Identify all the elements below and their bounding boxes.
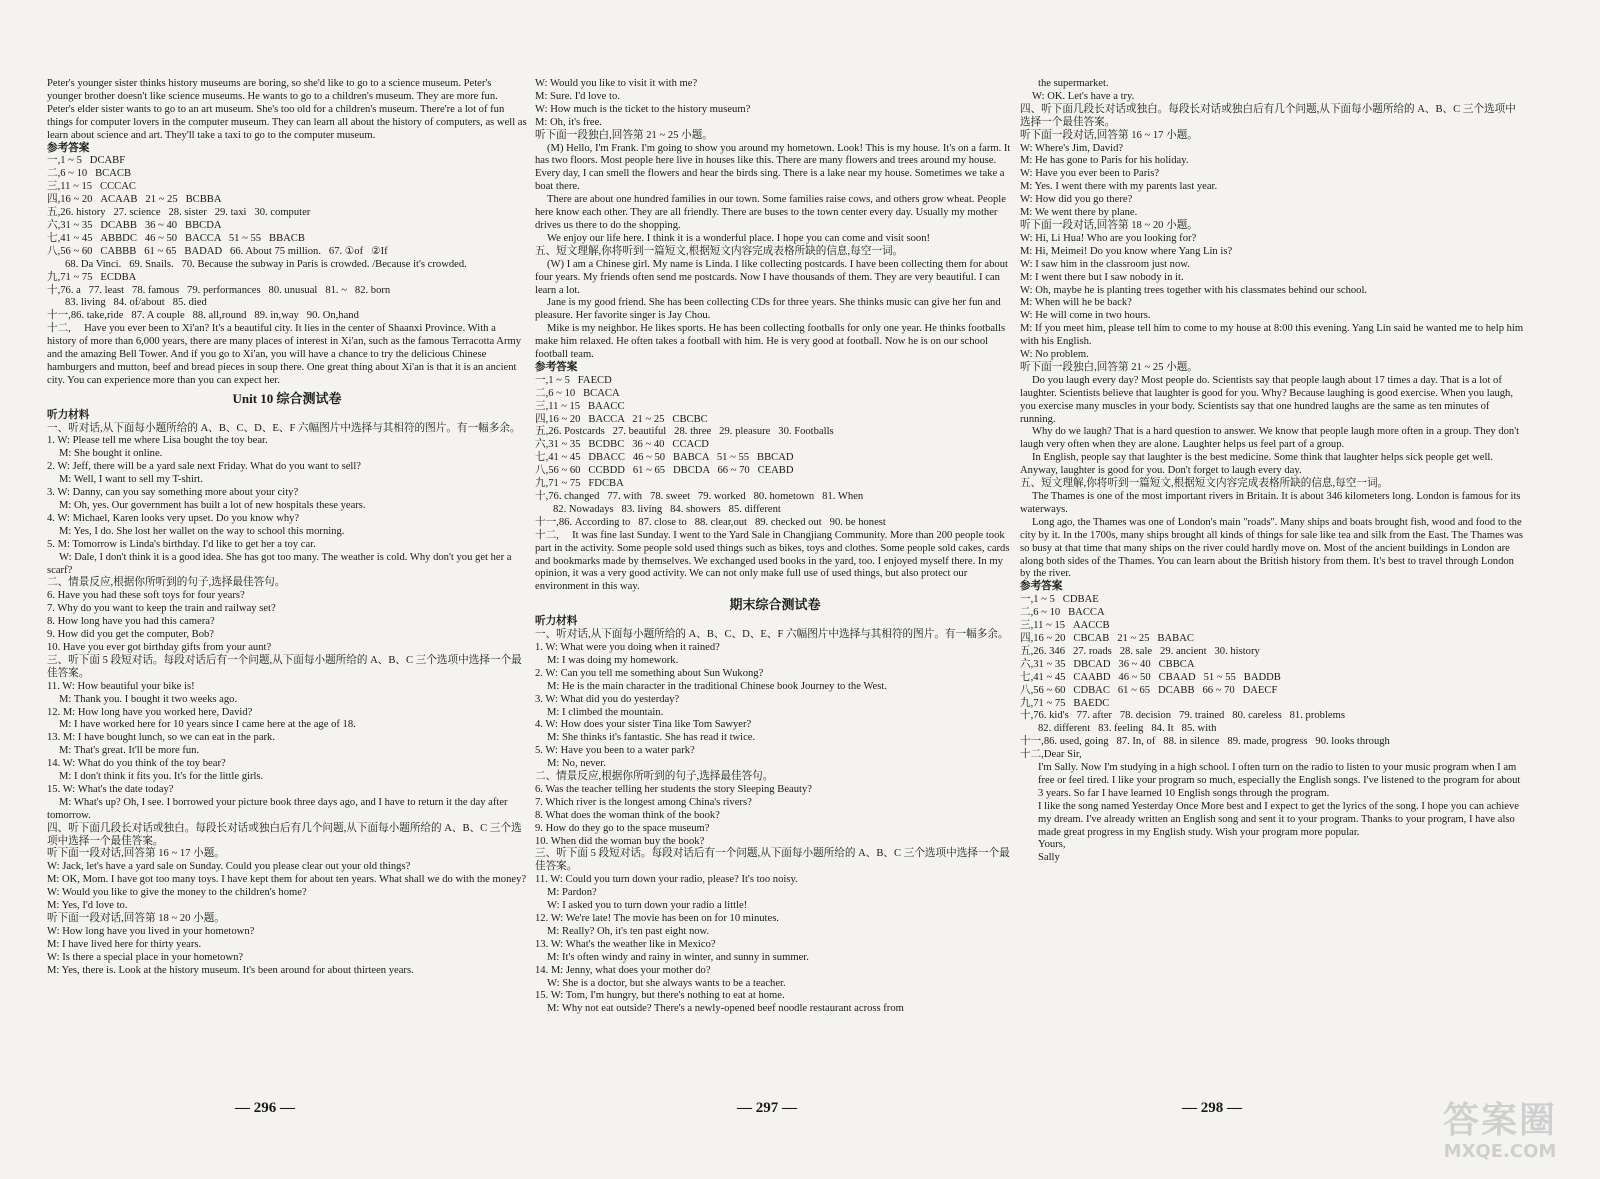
text-line: 三,11 ~ 15 CCCAC (47, 181, 136, 193)
text-line: M: Oh, yes. Our government has built a lot of new hospitals these years. (59, 500, 366, 511)
text-line: 8. How long have you had this camera? (47, 616, 215, 628)
text-line: M: Oh, it's free. (535, 116, 602, 128)
text-line: Long ago, the Thames was one of London's main "roads". Many ships and boats brought fish, wood and food to the city by it. In the 1700s, many ships brought all kinds of things for sale like tea and silk from the East. The Thames was so busy at that time that many ships on the river could hardly move on. Most of the ancient buildings in London are along both sides of the Thames. You can learn about the British history from them. It's best to travel through London by the river. (1020, 516, 1526, 580)
text-line: 听下面一段对话,回答第 18 ~ 20 小题。 (47, 913, 225, 924)
text-line: M: What's up? Oh, I see. I borrowed your picture book three days ago, and I have to return it the day after tomorrow. (47, 796, 511, 821)
text-line: Why do we laugh? That is a hard question to answer. We know that people laugh more often in a group. They don't laugh very often when they are alone. Laughter helps us feel part of a group. (1020, 426, 1522, 451)
text-line: W: Would you like to visit it with me? (535, 78, 698, 89)
text-line: 7. Which river is the longest among China's rivers? (535, 796, 752, 808)
text-line: W: How did you go there? (1020, 194, 1133, 206)
text-line: M: Hi, Meimei! Do you know where Yang Lin is? (1020, 245, 1233, 257)
text-line: 11. W: Could you turn down your radio, please? It's too noisy. (535, 874, 798, 886)
section-heading: Unit 10 综合测试卷 (232, 390, 342, 406)
text-line: 听下面一段对话,回答第 16 ~ 17 小题。 (47, 848, 225, 860)
text-line: M: I was doing my homework. (547, 654, 679, 666)
text-line: 4. W: Michael, Karen looks very upset. Do you know why? (47, 512, 300, 524)
text-line: 7. Why do you want to keep the train and railway set? (47, 603, 276, 615)
text-line: 七,41 ~ 45 CAABD 46 ~ 50 CBAAD 51 ~ 55 BADDB (1020, 671, 1281, 683)
text-line: 1. W: Please tell me where Lisa bought the toy bear. (47, 435, 268, 447)
text-line: 五,26. history 27. science 28. sister 29. taxi 30. computer (47, 207, 311, 219)
text-line: M: I don't think it fits you. It's for the little girls. (59, 771, 264, 783)
text-line: There are about one hundred families in our town. Some families raise cows, and others grow wheat. People here know each other. They are all friendly. There are buses to the town center every day. Usually my mother drives us there to do the shopping. (535, 194, 1009, 231)
text-line: 二,6 ~ 10 BCACB (47, 168, 132, 180)
text-line: M: She bought it online. (59, 448, 163, 460)
watermark-text: 答案圈 (1442, 1100, 1557, 1141)
text-line: 13. W: What's the weather like in Mexico? (535, 938, 716, 950)
text-line: Mike is my neighbor. He likes sports. He has been collecting footballs for only one year. He thinks footballs make him relaxed. He often takes a football with him. He is very good at football. Now he is on our school football team. (535, 323, 1008, 361)
text-line: We enjoy our life here. I think it is a wonderful place. I hope you can come and visit soon! (547, 232, 931, 244)
text-line: 二,6 ~ 10 BACCA (1020, 607, 1105, 619)
text-line: 6. Have you had these soft toys for four years? (47, 590, 245, 602)
text-line: W: Jack, let's have a yard sale on Sunday. Could you please clear out your old things? (47, 861, 411, 873)
text-line: W: She is a doctor, but she always wants to be a teacher. (547, 977, 786, 989)
section-heading: 参考答案 (47, 142, 90, 154)
text-line: 听下面一段对话,回答第 18 ~ 20 小题。 (1020, 219, 1198, 231)
text-line: 六,31 ~ 35 DBCAD 36 ~ 40 CBBCA (1020, 658, 1195, 670)
text-line: Do you laugh every day? Most people do. Scientists say that people laugh about 17 times a day. That is a lot of laughter. Scientists believe that laughter is good for you. Why? Because laughing is good exercise. When you laugh, you exercise many muscles in your body. Scientists say that one hundred laughs are the same as ten minutes of running. (1020, 374, 1516, 425)
page-number-297: — 297 — (737, 1100, 797, 1116)
text-line: Jane is my good friend. She has been collecting CDs for three years. She thinks music can give her fun and pleasure. Her favorite singer is Jay Chou. (535, 297, 1004, 322)
text-line: W: No problem. (1020, 349, 1089, 361)
text-line: 十一,86. According to 87. close to 88. clear,out 89. checked out 90. be honest (535, 516, 886, 528)
text-line: 二,6 ~ 10 BCACA (535, 387, 620, 399)
text-line: 五,26. Postcards 27. beautiful 28. three 29. pleasure 30. Footballs (535, 426, 834, 438)
text-line: M: Well, I want to sell my T-shirt. (59, 474, 204, 486)
text-line: 九,71 ~ 75 FDCBA (535, 478, 624, 490)
text-line: M: I have lived here for thirty years. (47, 938, 202, 950)
text-line: W: OK. Let's have a try. (1032, 90, 1135, 102)
text-line: 八,56 ~ 60 CCBDD 61 ~ 65 DBCDA 66 ~ 70 CEABD (535, 465, 794, 477)
text-line: 5. M: Tomorrow is Linda's birthday. I'd like to get her a toy car. (47, 538, 316, 550)
text-line: 九,71 ~ 75 ECDBA (47, 271, 137, 283)
text-line: I like the song named Yesterday Once More best and I expect to get the lyrics of the song. I hope you can achieve my dream. I've already written an English song and sent it to your program. Thanks to your program, I have also made great progress in my English study. Wish your program more popular. (1038, 800, 1522, 838)
text-line: W: I asked you to turn down your radio a little! (547, 900, 748, 912)
text-line: 三、听下面 5 段短对话。每段对话后有一个问题,从下面每小题所给的 A、B、C 三个选项中选择一个最佳答案。 (47, 654, 522, 679)
text-line: I'm Sally. Now I'm studying in a high school. I often turn on the radio to listen to your music program when I am free or feel tired. I like your program so much, especially the English songs. I've listened to the program for about 3 years. So far I have learned 10 English songs through the program. (1038, 762, 1523, 799)
text-line: W: Hi, Li Hua! Who are you looking for? (1020, 232, 1197, 244)
text-line: 4. W: How does your sister Tina like Tom Sawyer? (535, 719, 752, 731)
text-line: the supermarket. (1038, 78, 1109, 89)
text-line: 9. How do they go to the space museum? (535, 822, 710, 834)
text-line: 12. W: We're late! The movie has been on for 10 minutes. (535, 913, 779, 924)
text-line: 2. W: Can you tell me something about Sun Wukong? (535, 667, 764, 679)
text-line: 83. living 84. of/about 85. died (65, 297, 207, 309)
text-line: M: Yes, there is. Look at the history museum. It's been around for about thirteen years. (47, 964, 414, 976)
text-line: 15. W: Tom, I'm hungry, but there's nothing to eat at home. (535, 990, 785, 1002)
text-line: W: Is there a special place in your hometown? (47, 951, 244, 963)
text-line: M: Pardon? (547, 887, 597, 899)
text-line: 八,56 ~ 60 CABBB 61 ~ 65 BADAD 66. About 75 million. 67. ①of ②If (47, 245, 388, 257)
text-line: 三,11 ~ 15 BAACC (535, 400, 625, 412)
text-line: 5. W: Have you been to a water park? (535, 745, 695, 757)
section-heading: 听力材料 (47, 409, 90, 421)
text-line: W: Dale, I don't think it is a good idea. She has got too many. The weather is cold. Why don't you get her a scarf? (47, 551, 515, 576)
text-line: W: Where's Jim, David? (1020, 142, 1124, 154)
text-line: 一、听对话,从下面每小题所给的 A、B、C、D、E、F 六幅图片中选择与其相符的图片。有一幅多余。 (47, 422, 521, 434)
text-line: 七,41 ~ 45 ABBDC 46 ~ 50 BACCA 51 ~ 55 BBACB (47, 232, 305, 244)
text-line: M: Really? Oh, it's ten past eight now. (547, 925, 710, 937)
text-line: 六,31 ~ 35 DCABB 36 ~ 40 BBCDA (47, 219, 222, 231)
text-line: 十,76. changed 77. with 78. sweet 79. worked 80. hometown 81. When (535, 491, 864, 502)
text-line: 十二, Have you ever been to Xi'an? It's a beautiful city. It lies in the center of Shaanxi Province. With a history of more than 6,000 years, there are many places of interest in Xi'an, such as the famous Terracotta Army and the amazing Bell Tower. And if you go to Xi'an, you will have a chance to try the delicious Chinese hamburgers and mutton, beef and bread pieces in soup there. One great thing about Xi'an is that it is an ancient city. You can experience more than you can expect her. (47, 323, 524, 386)
text-line: M: She thinks it's fantastic. She has read it twice. (547, 732, 756, 744)
section-heading: 听力材料 (535, 616, 578, 628)
watermark-url: MXQE.COM (1443, 1141, 1557, 1162)
page-number-296: — 296 — (235, 1100, 295, 1116)
text-line: 3. W: What did you do yesterday? (535, 693, 680, 705)
text-line: M: Yes, I do. She lost her wallet on the way to school this morning. (59, 525, 345, 537)
text-line: 82. different 83. feeling 84. It 85. with (1038, 723, 1217, 735)
text-line: 五、短文理解,你将听到一篇短文,根据短文内容完成表格所缺的信息,每空一词。 (535, 245, 904, 257)
text-line: 十二, It was fine last Sunday. I went to the Yard Sale in Changjiang Community. More than 200 people took part in the activity. Some people sold used things such as bikes, toys and clothes. Some people sold cakes, cards and bookmarks made by themselves. We exchanged used books in the yard, too. I enjoyed myself there. In my opinion, it was a very good activity. We can not only make full use of used things, but also protect our environment in this way. (535, 529, 1013, 593)
text-line: (W) I am a Chinese girl. My name is Linda. I like collecting postcards. I have been collecting them for about four years. My friends often send me postcards. Now I have thousands of them. They are very beautiful. I can learn a lot. (535, 258, 1011, 296)
text-line: 8. What does the woman think of the book? (535, 809, 720, 821)
text-line: 听下面一段独白,回答第 21 ~ 25 小题。 (1020, 361, 1198, 373)
section-heading: 期末综合测试卷 (729, 597, 821, 613)
text-line: M: No, never. (547, 758, 606, 770)
text-line: 一,1 ~ 5 CDBAE (1020, 594, 1099, 606)
text-line: 10. Have you ever got birthday gifts from your aunt? (47, 641, 272, 653)
text-line: Sally (1038, 852, 1060, 864)
text-line: 一,1 ~ 5 DCABF (47, 155, 126, 167)
section-heading: 参考答案 (1020, 581, 1063, 593)
text-line: 一、听对话,从下面每小题所给的 A、B、C、D、E、F 六幅图片中选择与其相符的图片。有一幅多余。 (535, 629, 1009, 641)
text-line: W: I saw him in the classroom just now. (1020, 258, 1190, 270)
text-line: 四、听下面几段长对话或独白。每段长对话或独白后有几个问题,从下面每小题所给的 A、B、C 三个选项中选择一个最佳答案。 (1020, 103, 1516, 128)
text-line: M: I went there but I saw nobody in it. (1020, 271, 1184, 283)
text-line: M: I have worked here for 10 years since I came here at the age of 18. (59, 719, 356, 731)
text-line: M: We went there by plane. (1020, 207, 1138, 219)
text-line: M: If you meet him, please tell him to come to my house at 8:00 this evening. Yang Lin said he wanted me to help him with his English. (1020, 323, 1526, 348)
text-line: 四,16 ~ 20 CBCAB 21 ~ 25 BABAC (1020, 632, 1194, 644)
text-line: W: Oh, maybe he is planting trees together with his classmates behind our school. (1020, 284, 1368, 296)
text-line: 十二,Dear Sir, (1020, 749, 1082, 761)
text-line: 九,71 ~ 75 BAEDC (1020, 697, 1110, 709)
text-line: 四,16 ~ 20 BACCA 21 ~ 25 CBCBC (535, 413, 708, 425)
text-line: 9. How did you get the computer, Bob? (47, 629, 214, 641)
text-line: M: Why not eat outside? There's a newly-opened beef noodle restaurant across from (547, 1003, 904, 1015)
text-line: M: When will he be back? (1020, 297, 1132, 309)
text-line: 三,11 ~ 15 AACCB (1020, 620, 1110, 632)
text-line: 五、短文理解,你将听到一篇短文,根据短文内容完成表格所缺的信息,每空一词。 (1020, 478, 1389, 490)
text-line: 3. W: Danny, can you say something more about your city? (47, 487, 299, 499)
text-line: 四,16 ~ 20 ACAAB 21 ~ 25 BCBBA (47, 194, 222, 206)
text-line: 七,41 ~ 45 DBACC 46 ~ 50 BABCA 51 ~ 55 BBCAD (535, 452, 794, 464)
page-number-298: — 298 — (1182, 1100, 1242, 1116)
text-line: 13. M: I have bought lunch, so we can eat in the park. (47, 732, 275, 744)
text-line: 二、情景反应,根据你所听到的句子,选择最佳答句。 (47, 577, 286, 589)
text-line: M: He has gone to Paris for his holiday. (1020, 155, 1189, 167)
text-line: 1. W: What were you doing when it rained? (535, 641, 720, 653)
page-298-column (1020, 78, 1525, 865)
site-watermark (1420, 1101, 1580, 1171)
text-line: 八,56 ~ 60 CDBAC 61 ~ 65 DCABB 66 ~ 70 DAECF (1020, 684, 1278, 696)
text-line: 十,76. a 77. least 78. famous 79. performances 80. unusual 81. ~ 82. born (47, 284, 391, 296)
text-line: M: It's often windy and rainy in winter, and sunny in summer. (547, 951, 809, 963)
text-line: M: He is the main character in the traditional Chinese book Journey to the West. (547, 680, 887, 692)
text-line: 十一,86. used, going 87. In, of 88. in silence 89. made, progress 90. looks through (1020, 736, 1390, 748)
text-line: 十一,86. take,ride 87. A couple 88. all,round 89. in,way 90. On,hand (47, 310, 359, 322)
text-line: M: Yes. I went there with my parents last year. (1020, 181, 1218, 193)
text-line: 6. Was the teacher telling her students the story Sleeping Beauty? (535, 783, 812, 795)
text-line: W: He will come in two hours. (1020, 310, 1151, 322)
text-line: M: Yes, I'd love to. (47, 900, 128, 912)
text-line: 15. W: What's the date today? (47, 783, 174, 795)
text-line: 68. Da Vinci. 69. Snails. 70. Because the subway in Paris is crowded. /Because it's crowded. (65, 258, 467, 270)
text-line: Yours, (1038, 839, 1066, 851)
text-line: M: I climbed the mountain. (547, 706, 664, 718)
text-line: 2. W: Jeff, there will be a yard sale next Friday. What do you want to sell? (47, 461, 361, 473)
text-line: W: Would you like to give the money to the children's home? (47, 887, 307, 899)
page-296-column (47, 78, 530, 978)
text-line: (M) Hello, I'm Frank. I'm going to show you around my hometown. Look! This is my house. It's on a farm. It has two floors. Most people here live in houses like this. There are many flowers and trees around my house. Every day, I can smell the flowers and hear the birds sing. There is a lake near my house. Sometimes we take a boat there. (535, 142, 1014, 193)
text-line: M: Thank you. I bought it two weeks ago. (59, 693, 238, 705)
text-line: 二、情景反应,根据你所听到的句子,选择最佳答句。 (535, 771, 774, 783)
text-line: 12. M: How long have you worked here, David? (47, 706, 253, 718)
text-line: Peter's younger sister thinks history museums are boring, so she'd like to go to a science museum. Peter's younger brother doesn't like science museums. He wants to go to a children's museum. They are more fun. Peter's elder sister wants to go to an art museum. She's too old for a children's museum. There're a lot of fun things for computer lovers in the computer museum. They can learn all about the history of computers, as well as learn about science and art. They'll take a taxi to go to the computer museum. (47, 78, 530, 141)
text-line: W: How long have you lived in your hometown? (47, 925, 255, 937)
text-line: 14. W: What do you think of the toy bear? (47, 758, 226, 770)
text-line: 11. W: How beautiful your bike is! (47, 680, 195, 692)
text-line: 六,31 ~ 35 BCDBC 36 ~ 40 CCACD (535, 439, 709, 451)
text-line: 五,26. 346 27. roads 28. sale 29. ancient 30. history (1020, 645, 1260, 657)
text-line: 听下面一段独白,回答第 21 ~ 25 小题。 (535, 129, 713, 141)
page-297-column (535, 78, 1015, 1016)
text-line: 四、听下面几段长对话或独白。每段长对话或独白后有几个问题,从下面每小题所给的 A、B、C 三个选项中选择一个最佳答案。 (47, 822, 522, 847)
text-line: W: How much is the ticket to the history museum? (535, 103, 751, 115)
text-line: 一,1 ~ 5 FAECD (535, 374, 612, 386)
text-line: 10. When did the woman buy the book? (535, 835, 705, 847)
text-line: 82. Nowadays 83. living 84. showers 85. different (553, 503, 781, 515)
text-line: M: That's great. It'll be more fun. (59, 745, 200, 757)
text-line: W: Have you ever been to Paris? (1020, 168, 1160, 180)
text-line: The Thames is one of the most important rivers in Britain. It is about 346 kilometers long. London is famous for its waterways. (1020, 491, 1524, 515)
text-line: 听下面一段对话,回答第 16 ~ 17 小题。 (1020, 129, 1198, 141)
text-line: 14. M: Jenny, what does your mother do? (535, 964, 711, 976)
text-line: 三、听下面 5 段短对话。每段对话后有一个问题,从下面每小题所给的 A、B、C 三个选项中选择一个最佳答案。 (535, 848, 1010, 873)
text-line: M: OK, Mom. I have got too many toys. I have kept them for about ten years. What shall we do with the money? (47, 874, 527, 886)
text-line: In English, people say that laughter is the best medicine. Some think that laughter helps sick people get well. Anyway, laughter is good for you. Don't forget to laugh every day. (1020, 452, 1496, 477)
text-line: 十,76. kid's 77. after 78. decision 79. trained 80. careless 81. problems (1020, 710, 1345, 722)
text-line: M: Sure. I'd love to. (535, 90, 620, 102)
section-heading: 参考答案 (535, 361, 578, 373)
